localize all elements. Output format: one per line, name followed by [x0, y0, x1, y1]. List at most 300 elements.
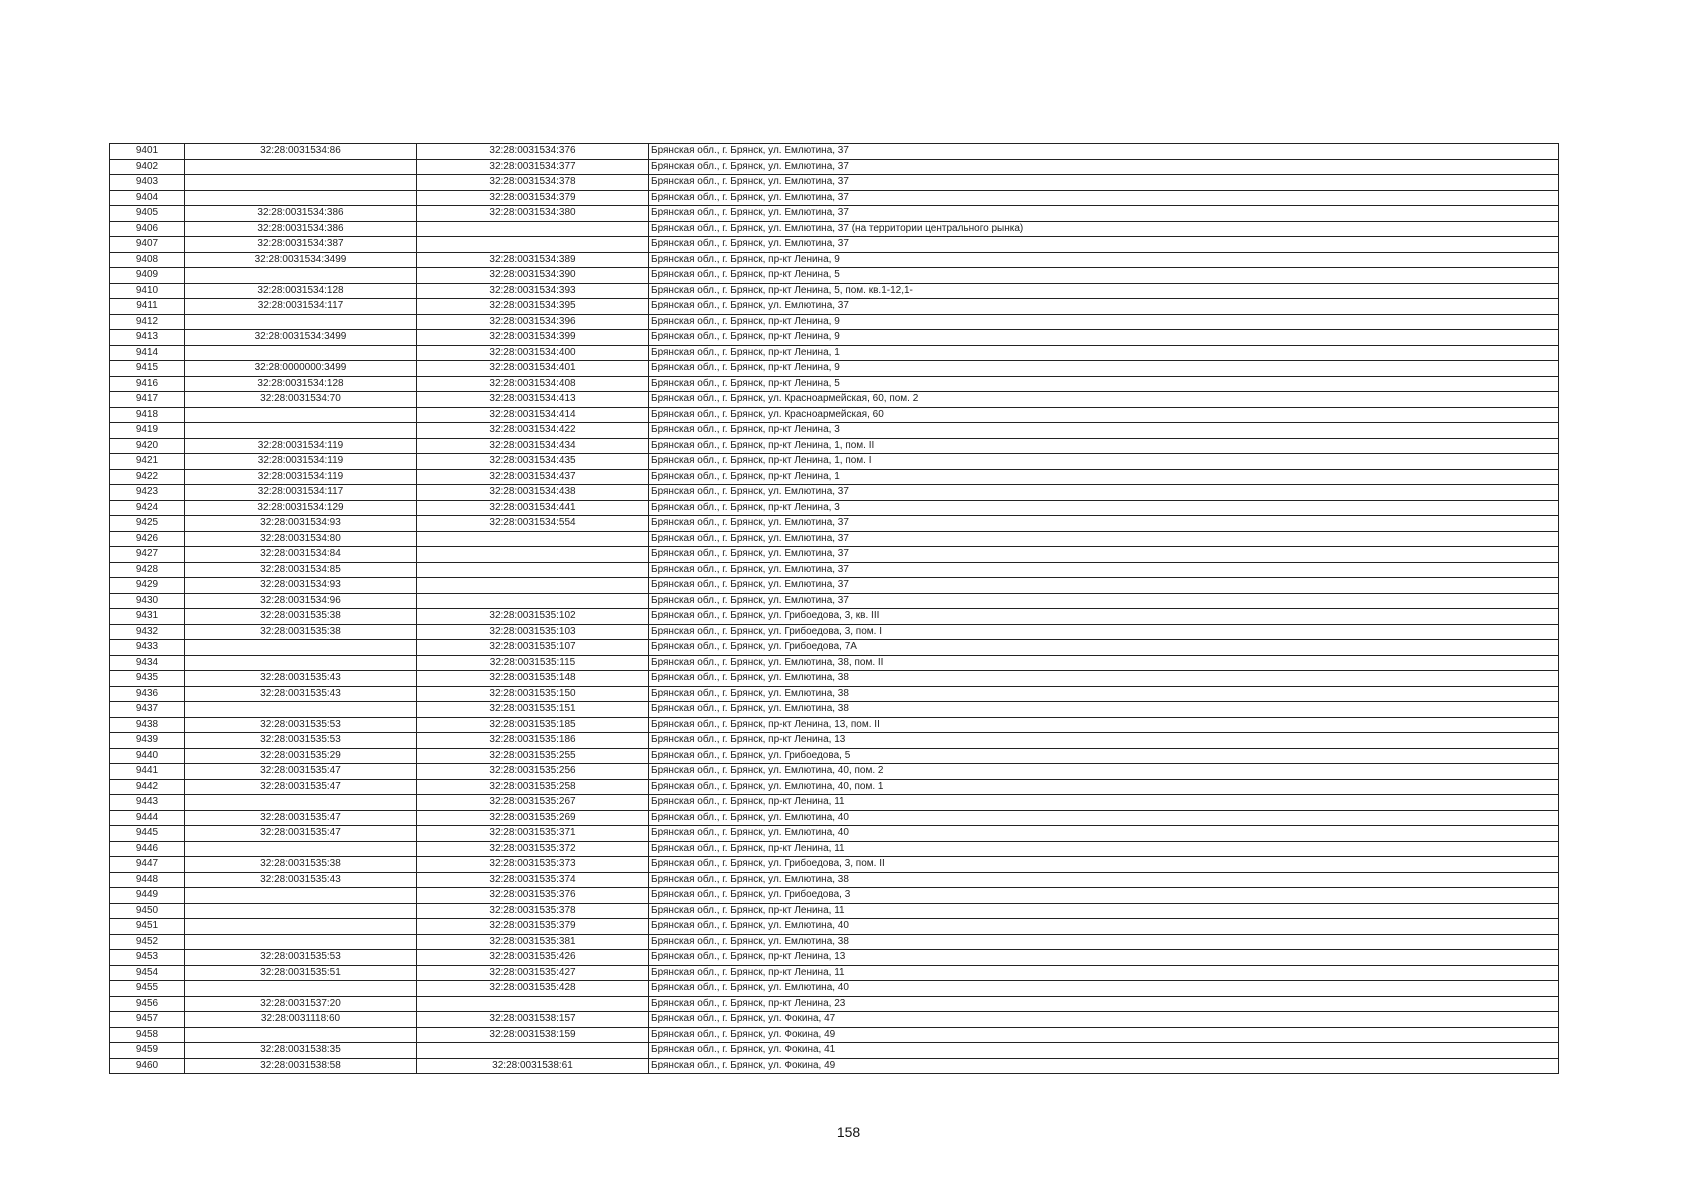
table-row — [110, 175, 1559, 191]
address-cell: Брянская обл., г. Брянск, пр-кт Ленина, 11 — [649, 841, 1559, 857]
parcel-number-cell: 32:28:0031534:119 — [185, 438, 417, 454]
table-row — [110, 237, 1559, 253]
object-number-cell: 32:28:0031534:554 — [417, 516, 649, 532]
object-number-cell: 32:28:0031535:102 — [417, 609, 649, 625]
row-number-cell: 9435 — [110, 671, 185, 687]
address-cell: Брянская обл., г. Брянск, пр-кт Ленина, 1 — [649, 469, 1559, 485]
row-number-cell: 9432 — [110, 624, 185, 640]
parcel-number-cell: 32:28:0031535:43 — [185, 686, 417, 702]
address-cell: Брянская обл., г. Брянск, ул. Фокина, 41 — [649, 1043, 1559, 1059]
address-cell: Брянская обл., г. Брянск, ул. Емлютина, 37 — [649, 144, 1559, 160]
row-number-cell: 9422 — [110, 469, 185, 485]
table-row — [110, 547, 1559, 563]
object-number-cell: 32:28:0031535:255 — [417, 748, 649, 764]
table-row — [110, 392, 1559, 408]
address-cell: Брянская обл., г. Брянск, пр-кт Ленина, 1 — [649, 345, 1559, 361]
table-row — [110, 779, 1559, 795]
object-number-cell: 32:28:0031534:389 — [417, 252, 649, 268]
table-row — [110, 919, 1559, 935]
address-cell: Брянская обл., г. Брянск, пр-кт Ленина, 3 — [649, 423, 1559, 439]
row-number-cell: 9410 — [110, 283, 185, 299]
row-number-cell: 9456 — [110, 996, 185, 1012]
table-row — [110, 1012, 1559, 1028]
address-cell: Брянская обл., г. Брянск, ул. Емлютина, 37 (на территории центрального рынка) — [649, 221, 1559, 237]
object-number-cell: 32:28:0031535:427 — [417, 965, 649, 981]
address-cell: Брянская обл., г. Брянск, пр-кт Ленина, 3 — [649, 500, 1559, 516]
object-number-cell: 32:28:0031534:393 — [417, 283, 649, 299]
address-cell: Брянская обл., г. Брянск, пр-кт Ленина, 11 — [649, 903, 1559, 919]
object-number-cell: 32:28:0031534:390 — [417, 268, 649, 284]
parcel-number-cell — [185, 640, 417, 656]
table-row — [110, 407, 1559, 423]
object-number-cell: 32:28:0031535:381 — [417, 934, 649, 950]
table-row — [110, 748, 1559, 764]
address-cell: Брянская обл., г. Брянск, ул. Емлютина, 37 — [649, 485, 1559, 501]
table-row — [110, 438, 1559, 454]
row-number-cell: 9415 — [110, 361, 185, 377]
table-row — [110, 516, 1559, 532]
object-number-cell: 32:28:0031535:151 — [417, 702, 649, 718]
table-row — [110, 655, 1559, 671]
address-cell: Брянская обл., г. Брянск, пр-кт Ленина, 5 — [649, 376, 1559, 392]
object-number-cell: 32:28:0031535:107 — [417, 640, 649, 656]
parcel-number-cell: 32:28:0031534:93 — [185, 578, 417, 594]
object-number-cell: 32:28:0031534:396 — [417, 314, 649, 330]
address-cell: Брянская обл., г. Брянск, ул. Емлютина, 40, пом. 1 — [649, 779, 1559, 795]
address-cell: Брянская обл., г. Брянск, пр-кт Ленина, 9 — [649, 330, 1559, 346]
parcel-number-cell: 32:28:0031535:38 — [185, 857, 417, 873]
address-cell: Брянская обл., г. Брянск, пр-кт Ленина, 13 — [649, 950, 1559, 966]
row-number-cell: 9412 — [110, 314, 185, 330]
row-number-cell: 9440 — [110, 748, 185, 764]
parcel-number-cell: 32:28:0031534:386 — [185, 221, 417, 237]
address-cell: Брянская обл., г. Брянск, пр-кт Ленина, 13 — [649, 733, 1559, 749]
address-cell: Брянская обл., г. Брянск, ул. Емлютина, 38, пом. II — [649, 655, 1559, 671]
table-row — [110, 361, 1559, 377]
table-row — [110, 733, 1559, 749]
object-number-cell: 32:28:0031535:256 — [417, 764, 649, 780]
object-number-cell: 32:28:0031534:422 — [417, 423, 649, 439]
table-row — [110, 159, 1559, 175]
table-row — [110, 702, 1559, 718]
parcel-number-cell: 32:28:0031534:117 — [185, 485, 417, 501]
parcel-number-cell: 32:28:0031534:93 — [185, 516, 417, 532]
parcel-number-cell: 32:28:0031535:53 — [185, 717, 417, 733]
page-number: 158 — [836, 1124, 861, 1140]
table-row — [110, 252, 1559, 268]
object-number-cell: 32:28:0031534:380 — [417, 206, 649, 222]
object-number-cell: 32:28:0031535:426 — [417, 950, 649, 966]
parcel-number-cell: 32:28:0031534:128 — [185, 283, 417, 299]
object-number-cell: 32:28:0031535:185 — [417, 717, 649, 733]
object-number-cell: 32:28:0031535:148 — [417, 671, 649, 687]
row-number-cell: 9442 — [110, 779, 185, 795]
address-cell: Брянская обл., г. Брянск, ул. Емлютина, 37 — [649, 562, 1559, 578]
row-number-cell: 9414 — [110, 345, 185, 361]
parcel-number-cell — [185, 888, 417, 904]
row-number-cell: 9457 — [110, 1012, 185, 1028]
row-number-cell: 9419 — [110, 423, 185, 439]
table-row — [110, 640, 1559, 656]
parcel-number-cell — [185, 1027, 417, 1043]
row-number-cell: 9439 — [110, 733, 185, 749]
address-cell: Брянская обл., г. Брянск, ул. Емлютина, 37 — [649, 531, 1559, 547]
address-cell: Брянская обл., г. Брянск, пр-кт Ленина, 5 — [649, 268, 1559, 284]
object-number-cell — [417, 1043, 649, 1059]
address-cell: Брянская обл., г. Брянск, ул. Грибоедова, 3, пом. II — [649, 857, 1559, 873]
object-number-cell: 32:28:0031535:258 — [417, 779, 649, 795]
row-number-cell: 9413 — [110, 330, 185, 346]
row-number-cell: 9445 — [110, 826, 185, 842]
object-number-cell: 32:28:0031534:378 — [417, 175, 649, 191]
row-number-cell: 9407 — [110, 237, 185, 253]
address-cell: Брянская обл., г. Брянск, пр-кт Ленина, 23 — [649, 996, 1559, 1012]
parcel-number-cell — [185, 407, 417, 423]
address-cell: Брянская обл., г. Брянск, ул. Емлютина, 37 — [649, 159, 1559, 175]
object-number-cell — [417, 221, 649, 237]
row-number-cell: 9446 — [110, 841, 185, 857]
address-cell: Брянская обл., г. Брянск, пр-кт Ленина, 13, пом. II — [649, 717, 1559, 733]
row-number-cell: 9434 — [110, 655, 185, 671]
parcel-number-cell: 32:28:0031534:80 — [185, 531, 417, 547]
address-cell: Брянская обл., г. Брянск, пр-кт Ленина, 9 — [649, 314, 1559, 330]
object-number-cell: 32:28:0031534:401 — [417, 361, 649, 377]
object-number-cell — [417, 593, 649, 609]
parcel-number-cell — [185, 190, 417, 206]
parcel-number-cell: 32:28:0031535:38 — [185, 609, 417, 625]
table-row — [110, 314, 1559, 330]
table-row — [110, 283, 1559, 299]
row-number-cell: 9452 — [110, 934, 185, 950]
table-row — [110, 717, 1559, 733]
parcel-number-cell — [185, 159, 417, 175]
row-number-cell: 9436 — [110, 686, 185, 702]
table-row — [110, 1058, 1559, 1074]
parcel-number-cell: 32:28:0031534:3499 — [185, 330, 417, 346]
row-number-cell: 9431 — [110, 609, 185, 625]
row-number-cell: 9451 — [110, 919, 185, 935]
parcel-number-cell: 32:28:0031537:20 — [185, 996, 417, 1012]
address-cell: Брянская обл., г. Брянск, пр-кт Ленина, 11 — [649, 965, 1559, 981]
object-number-cell: 32:28:0031534:438 — [417, 485, 649, 501]
object-number-cell: 32:28:0031535:373 — [417, 857, 649, 873]
table-row — [110, 609, 1559, 625]
parcel-number-cell — [185, 655, 417, 671]
object-number-cell — [417, 547, 649, 563]
table-row — [110, 454, 1559, 470]
parcel-number-cell: 32:28:0031535:47 — [185, 810, 417, 826]
address-cell: Брянская обл., г. Брянск, пр-кт Ленина, 11 — [649, 795, 1559, 811]
object-number-cell: 32:28:0031534:437 — [417, 469, 649, 485]
table-row — [110, 981, 1559, 997]
parcel-number-cell: 32:28:0000000:3499 — [185, 361, 417, 377]
table-row — [110, 686, 1559, 702]
address-cell: Брянская обл., г. Брянск, ул. Фокина, 47 — [649, 1012, 1559, 1028]
table-row — [110, 857, 1559, 873]
row-number-cell: 9455 — [110, 981, 185, 997]
parcel-number-cell: 32:28:0031534:70 — [185, 392, 417, 408]
row-number-cell: 9447 — [110, 857, 185, 873]
parcel-number-cell: 32:28:0031118:60 — [185, 1012, 417, 1028]
parcel-number-cell: 32:28:0031535:47 — [185, 764, 417, 780]
object-number-cell: 32:28:0031534:376 — [417, 144, 649, 160]
row-number-cell: 9405 — [110, 206, 185, 222]
row-number-cell: 9458 — [110, 1027, 185, 1043]
row-number-cell: 9427 — [110, 547, 185, 563]
parcel-number-cell: 32:28:0031535:53 — [185, 950, 417, 966]
row-number-cell: 9421 — [110, 454, 185, 470]
parcel-number-cell: 32:28:0031535:51 — [185, 965, 417, 981]
object-number-cell — [417, 578, 649, 594]
address-cell: Брянская обл., г. Брянск, пр-кт Ленина, 9 — [649, 361, 1559, 377]
parcel-number-cell: 32:28:0031534:96 — [185, 593, 417, 609]
row-number-cell: 9441 — [110, 764, 185, 780]
address-cell: Брянская обл., г. Брянск, пр-кт Ленина, 9 — [649, 252, 1559, 268]
table-row — [110, 221, 1559, 237]
object-number-cell: 32:28:0031538:159 — [417, 1027, 649, 1043]
table-row — [110, 671, 1559, 687]
object-number-cell: 32:28:0031535:378 — [417, 903, 649, 919]
address-cell: Брянская обл., г. Брянск, ул. Грибоедова, 5 — [649, 748, 1559, 764]
row-number-cell: 9430 — [110, 593, 185, 609]
object-number-cell — [417, 562, 649, 578]
row-number-cell: 9409 — [110, 268, 185, 284]
object-number-cell: 32:28:0031538:61 — [417, 1058, 649, 1074]
row-number-cell: 9411 — [110, 299, 185, 315]
row-number-cell: 9426 — [110, 531, 185, 547]
row-number-cell: 9408 — [110, 252, 185, 268]
address-cell: Брянская обл., г. Брянск, ул. Емлютина, 38 — [649, 686, 1559, 702]
address-cell: Брянская обл., г. Брянск, пр-кт Ленина, 1, пом. II — [649, 438, 1559, 454]
parcel-number-cell: 32:28:0031534:129 — [185, 500, 417, 516]
object-number-cell: 32:28:0031534:414 — [417, 407, 649, 423]
parcel-number-cell — [185, 919, 417, 935]
table-row — [110, 469, 1559, 485]
table-row — [110, 330, 1559, 346]
address-cell: Брянская обл., г. Брянск, ул. Грибоедова, 3, кв. III — [649, 609, 1559, 625]
parcel-number-cell — [185, 702, 417, 718]
parcel-number-cell: 32:28:0031535:53 — [185, 733, 417, 749]
table-row — [110, 268, 1559, 284]
table-row — [110, 578, 1559, 594]
row-number-cell: 9420 — [110, 438, 185, 454]
object-number-cell: 32:28:0031535:269 — [417, 810, 649, 826]
address-cell: Брянская обл., г. Брянск, ул. Емлютина, 40 — [649, 810, 1559, 826]
address-cell: Брянская обл., г. Брянск, ул. Емлютина, 38 — [649, 671, 1559, 687]
address-cell: Брянская обл., г. Брянск, ул. Емлютина, 37 — [649, 593, 1559, 609]
address-cell: Брянская обл., г. Брянск, ул. Емлютина, 37 — [649, 547, 1559, 563]
address-cell: Брянская обл., г. Брянск, ул. Фокина, 49 — [649, 1027, 1559, 1043]
table-row — [110, 1043, 1559, 1059]
table-row — [110, 826, 1559, 842]
table-row — [110, 144, 1559, 160]
parcel-number-cell — [185, 903, 417, 919]
object-number-cell: 32:28:0031535:428 — [417, 981, 649, 997]
address-cell: Брянская обл., г. Брянск, ул. Емлютина, 38 — [649, 872, 1559, 888]
table-row — [110, 810, 1559, 826]
row-number-cell: 9448 — [110, 872, 185, 888]
address-cell: Брянская обл., г. Брянск, ул. Емлютина, 40 — [649, 981, 1559, 997]
parcel-number-cell: 32:28:0031535:38 — [185, 624, 417, 640]
row-number-cell: 9429 — [110, 578, 185, 594]
row-number-cell: 9423 — [110, 485, 185, 501]
object-number-cell: 32:28:0031534:413 — [417, 392, 649, 408]
address-cell: Брянская обл., г. Брянск, ул. Емлютина, 37 — [649, 190, 1559, 206]
table-row — [110, 996, 1559, 1012]
row-number-cell: 9459 — [110, 1043, 185, 1059]
parcel-number-cell — [185, 314, 417, 330]
address-cell: Брянская обл., г. Брянск, ул. Емлютина, 40, пом. 2 — [649, 764, 1559, 780]
table-row — [110, 950, 1559, 966]
address-cell: Брянская обл., г. Брянск, пр-кт Ленина, 1, пом. I — [649, 454, 1559, 470]
table-row — [110, 764, 1559, 780]
address-cell: Брянская обл., г. Брянск, пр-кт Ленина, 5, пом. кв.1-12,1- — [649, 283, 1559, 299]
table-row — [110, 872, 1559, 888]
parcel-number-cell: 32:28:0031534:117 — [185, 299, 417, 315]
table-row — [110, 624, 1559, 640]
table-row — [110, 485, 1559, 501]
row-number-cell: 9438 — [110, 717, 185, 733]
row-number-cell: 9433 — [110, 640, 185, 656]
object-number-cell: 32:28:0031534:395 — [417, 299, 649, 315]
table-row — [110, 206, 1559, 222]
object-number-cell: 32:28:0031534:400 — [417, 345, 649, 361]
parcel-number-cell: 32:28:0031534:85 — [185, 562, 417, 578]
parcel-number-cell — [185, 345, 417, 361]
table-row — [110, 376, 1559, 392]
address-cell: Брянская обл., г. Брянск, ул. Емлютина, 37 — [649, 206, 1559, 222]
row-number-cell: 9404 — [110, 190, 185, 206]
cadastral-table — [109, 143, 1559, 1074]
row-number-cell: 9428 — [110, 562, 185, 578]
address-cell: Брянская обл., г. Брянск, ул. Красноармейская, 60, пом. 2 — [649, 392, 1559, 408]
row-number-cell: 9402 — [110, 159, 185, 175]
object-number-cell — [417, 996, 649, 1012]
object-number-cell: 32:28:0031534:435 — [417, 454, 649, 470]
parcel-number-cell — [185, 423, 417, 439]
table-row — [110, 841, 1559, 857]
address-cell: Брянская обл., г. Брянск, ул. Фокина, 49 — [649, 1058, 1559, 1074]
row-number-cell: 9406 — [110, 221, 185, 237]
address-cell: Брянская обл., г. Брянск, ул. Емлютина, 40 — [649, 919, 1559, 935]
address-cell: Брянская обл., г. Брянск, ул. Емлютина, 37 — [649, 237, 1559, 253]
table-row — [110, 531, 1559, 547]
table-row — [110, 795, 1559, 811]
row-number-cell: 9444 — [110, 810, 185, 826]
address-cell: Брянская обл., г. Брянск, ул. Емлютина, 37 — [649, 175, 1559, 191]
object-number-cell: 32:28:0031534:399 — [417, 330, 649, 346]
parcel-number-cell — [185, 841, 417, 857]
object-number-cell: 32:28:0031535:267 — [417, 795, 649, 811]
address-cell: Брянская обл., г. Брянск, ул. Красноармейская, 60 — [649, 407, 1559, 423]
row-number-cell: 9401 — [110, 144, 185, 160]
parcel-number-cell: 32:28:0031535:47 — [185, 826, 417, 842]
object-number-cell: 32:28:0031534:379 — [417, 190, 649, 206]
object-number-cell: 32:28:0031534:408 — [417, 376, 649, 392]
object-number-cell: 32:28:0031535:379 — [417, 919, 649, 935]
address-cell: Брянская обл., г. Брянск, ул. Емлютина, 37 — [649, 516, 1559, 532]
address-cell: Брянская обл., г. Брянск, ул. Емлютина, 37 — [649, 578, 1559, 594]
row-number-cell: 9460 — [110, 1058, 185, 1074]
table-row — [110, 593, 1559, 609]
address-cell: Брянская обл., г. Брянск, ул. Грибоедова, 3, пом. I — [649, 624, 1559, 640]
row-number-cell: 9403 — [110, 175, 185, 191]
row-number-cell: 9418 — [110, 407, 185, 423]
parcel-number-cell: 32:28:0031534:84 — [185, 547, 417, 563]
object-number-cell: 32:28:0031538:157 — [417, 1012, 649, 1028]
parcel-number-cell — [185, 268, 417, 284]
parcel-number-cell: 32:28:0031535:29 — [185, 748, 417, 764]
address-cell: Брянская обл., г. Брянск, ул. Грибоедова, 7А — [649, 640, 1559, 656]
parcel-number-cell: 32:28:0031534:3499 — [185, 252, 417, 268]
address-cell: Брянская обл., г. Брянск, ул. Емлютина, 40 — [649, 826, 1559, 842]
table-row — [110, 562, 1559, 578]
table-row — [110, 345, 1559, 361]
row-number-cell: 9453 — [110, 950, 185, 966]
table-row — [110, 934, 1559, 950]
table-row — [110, 965, 1559, 981]
table-row — [110, 888, 1559, 904]
parcel-number-cell: 32:28:0031534:387 — [185, 237, 417, 253]
row-number-cell: 9449 — [110, 888, 185, 904]
object-number-cell: 32:28:0031535:371 — [417, 826, 649, 842]
row-number-cell: 9417 — [110, 392, 185, 408]
object-number-cell: 32:28:0031534:441 — [417, 500, 649, 516]
object-number-cell: 32:28:0031535:374 — [417, 872, 649, 888]
object-number-cell: 32:28:0031534:434 — [417, 438, 649, 454]
address-cell: Брянская обл., г. Брянск, ул. Грибоедова, 3 — [649, 888, 1559, 904]
parcel-number-cell: 32:28:0031535:43 — [185, 671, 417, 687]
parcel-number-cell: 32:28:0031534:86 — [185, 144, 417, 160]
parcel-number-cell — [185, 795, 417, 811]
address-cell: Брянская обл., г. Брянск, ул. Емлютина, 38 — [649, 702, 1559, 718]
row-number-cell: 9416 — [110, 376, 185, 392]
row-number-cell: 9454 — [110, 965, 185, 981]
table-row — [110, 423, 1559, 439]
parcel-number-cell: 32:28:0031538:58 — [185, 1058, 417, 1074]
object-number-cell: 32:28:0031535:372 — [417, 841, 649, 857]
object-number-cell — [417, 531, 649, 547]
object-number-cell: 32:28:0031535:115 — [417, 655, 649, 671]
object-number-cell: 32:28:0031535:186 — [417, 733, 649, 749]
object-number-cell: 32:28:0031535:150 — [417, 686, 649, 702]
parcel-number-cell: 32:28:0031534:119 — [185, 454, 417, 470]
parcel-number-cell: 32:28:0031535:43 — [185, 872, 417, 888]
row-number-cell: 9424 — [110, 500, 185, 516]
parcel-number-cell — [185, 934, 417, 950]
row-number-cell: 9450 — [110, 903, 185, 919]
table-body — [110, 144, 1559, 1074]
object-number-cell: 32:28:0031534:377 — [417, 159, 649, 175]
address-cell: Брянская обл., г. Брянск, ул. Емлютина, 37 — [649, 299, 1559, 315]
address-cell: Брянская обл., г. Брянск, ул. Емлютина, 38 — [649, 934, 1559, 950]
table-row — [110, 1027, 1559, 1043]
parcel-number-cell: 32:28:0031535:47 — [185, 779, 417, 795]
parcel-number-cell: 32:28:0031534:128 — [185, 376, 417, 392]
table-row — [110, 500, 1559, 516]
object-number-cell: 32:28:0031535:376 — [417, 888, 649, 904]
parcel-number-cell: 32:28:0031534:119 — [185, 469, 417, 485]
parcel-number-cell: 32:28:0031534:386 — [185, 206, 417, 222]
row-number-cell: 9425 — [110, 516, 185, 532]
parcel-number-cell — [185, 981, 417, 997]
row-number-cell: 9437 — [110, 702, 185, 718]
object-number-cell: 32:28:0031535:103 — [417, 624, 649, 640]
table-row — [110, 903, 1559, 919]
table-row — [110, 190, 1559, 206]
parcel-number-cell: 32:28:0031538:35 — [185, 1043, 417, 1059]
row-number-cell: 9443 — [110, 795, 185, 811]
